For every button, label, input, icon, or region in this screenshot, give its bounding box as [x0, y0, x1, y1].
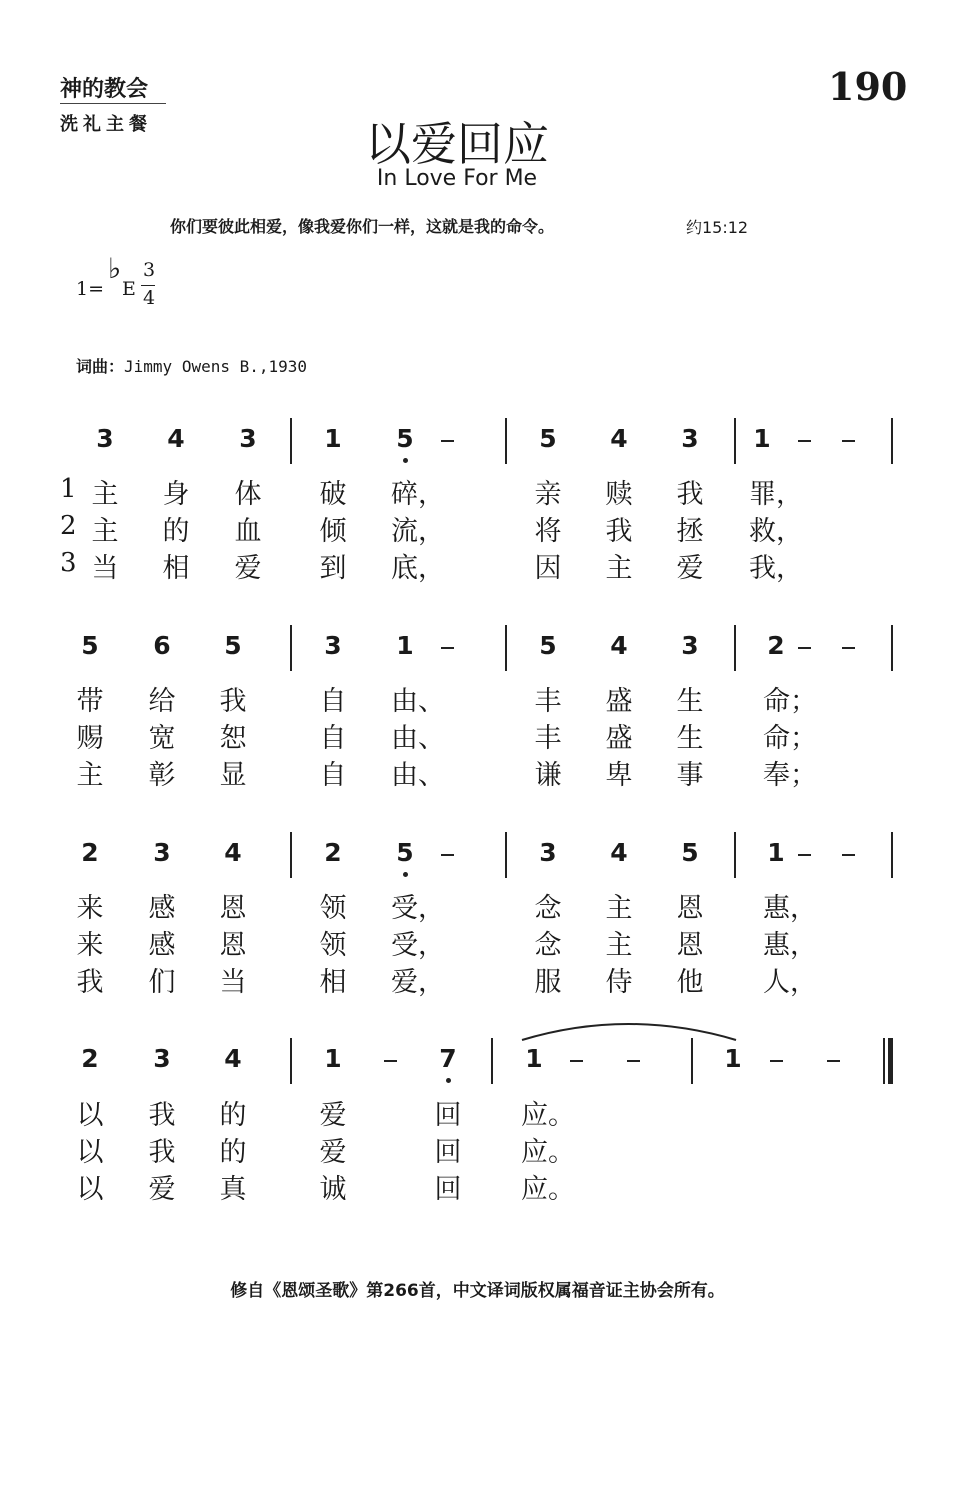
- lyric: 感: [148, 893, 176, 924]
- lyric: 主: [76, 760, 104, 791]
- note: 6: [153, 631, 171, 660]
- lyric: 以: [76, 1174, 104, 1205]
- lyric: 自: [319, 760, 347, 791]
- lyric: 来: [76, 893, 104, 924]
- lyric: 感: [148, 930, 176, 961]
- lyric: 生: [676, 723, 704, 754]
- lyric: 爱: [234, 553, 262, 584]
- note: 5: [81, 631, 99, 660]
- hymn-title-english: In Love For Me: [376, 166, 538, 191]
- final-barline-thick: [888, 1038, 893, 1084]
- note: 5: [539, 631, 557, 660]
- lyric: 的: [219, 1137, 247, 1168]
- lyric: 相: [162, 553, 190, 584]
- lyric: 真: [219, 1174, 247, 1205]
- final-barline-thin: [883, 1038, 885, 1084]
- lyric: 领: [319, 930, 347, 961]
- hymn-number: 190: [828, 64, 908, 109]
- note: 3: [96, 424, 114, 453]
- note: 3: [681, 424, 699, 453]
- scripture-verse: 你们要彼此相爱，像我爱你们一样，这就是我的命令。: [170, 217, 555, 236]
- hold-dash: [827, 1060, 840, 1062]
- barline: [491, 1038, 493, 1084]
- note: 3: [153, 838, 171, 867]
- lyric: 我: [76, 967, 104, 998]
- lyric: 显: [219, 760, 247, 791]
- lyric: 事: [676, 760, 704, 791]
- lyric: 亲: [534, 479, 562, 510]
- lyric: 赎: [605, 479, 633, 510]
- note: 5: [681, 838, 699, 867]
- lyric: 赐: [76, 723, 104, 754]
- lyric: 底，: [391, 553, 445, 584]
- hold-dash: [570, 1060, 583, 1062]
- key-label: 1=: [76, 278, 105, 300]
- lyric: 给: [148, 686, 176, 717]
- flat-sign: ♭: [108, 252, 122, 285]
- lyric: 由、: [391, 723, 445, 754]
- note: 3: [539, 838, 557, 867]
- category-label: 神的教会: [60, 77, 149, 102]
- lyric: 彰: [148, 760, 176, 791]
- lyric: 自: [319, 686, 347, 717]
- lyric: 命；: [763, 686, 817, 717]
- lyric: 念: [534, 930, 562, 961]
- lyric: 破: [319, 479, 347, 510]
- lyric: 自: [319, 723, 347, 754]
- hymn-title-chinese: 以爱回应: [365, 117, 549, 171]
- lyric: 带: [76, 686, 104, 717]
- note: 1: [324, 424, 342, 453]
- barline: [691, 1038, 693, 1084]
- lyric: 当: [219, 967, 247, 998]
- lyric: 到: [319, 553, 347, 584]
- lyric: 以: [76, 1137, 104, 1168]
- lyric: 我，: [749, 553, 803, 584]
- note: 2: [81, 1044, 99, 1073]
- note: 1: [324, 1044, 342, 1073]
- note: 1: [724, 1044, 742, 1073]
- lyric: 来: [76, 930, 104, 961]
- copyright-footer: 修自《恩颂圣歌》第266首，中文译词版权属福音证主协会所有。: [230, 1281, 725, 1301]
- time-signature-bottom: 4: [143, 287, 156, 309]
- lyric: 念: [534, 893, 562, 924]
- note: 7: [439, 1044, 457, 1073]
- lyric: 奉；: [763, 760, 817, 791]
- note: 5: [396, 424, 414, 453]
- note: 3: [324, 631, 342, 660]
- lyric: 丰: [534, 686, 562, 717]
- lyric: 的: [219, 1100, 247, 1131]
- lyric: 将: [534, 516, 562, 547]
- lyric: 爱: [319, 1100, 347, 1131]
- lyric: 体: [234, 479, 262, 510]
- credit-label: 词曲：: [76, 357, 125, 376]
- lyric: 主: [91, 479, 119, 510]
- lyric: 恩: [676, 893, 704, 924]
- lyric: 碎，: [391, 479, 445, 510]
- lyric: 恩: [676, 930, 704, 961]
- lyric: 们: [148, 967, 176, 998]
- lyric: 丰: [534, 723, 562, 754]
- note: 2: [81, 838, 99, 867]
- lyric: 主: [605, 893, 633, 924]
- lyric: 爱，: [391, 967, 445, 998]
- note: 4: [610, 424, 628, 453]
- note: 3: [239, 424, 257, 453]
- note: 5: [539, 424, 557, 453]
- lyric: 我: [148, 1100, 176, 1131]
- lower-octave-dot: [446, 1078, 451, 1083]
- lyric: 身: [162, 479, 190, 510]
- barline: [290, 1038, 292, 1084]
- note: 1: [396, 631, 414, 660]
- lyric: 宽: [148, 723, 176, 754]
- lyric: 生: [676, 686, 704, 717]
- lyric: 命；: [763, 723, 817, 754]
- lyric: 的: [162, 516, 190, 547]
- hold-dash: [384, 1060, 397, 1062]
- note: 4: [610, 838, 628, 867]
- lyric: 回: [434, 1137, 462, 1168]
- lyric: 谦: [534, 760, 562, 791]
- note: 4: [167, 424, 185, 453]
- lyric: 应。: [521, 1174, 575, 1205]
- note: 5: [396, 838, 414, 867]
- lyric: 人，: [763, 967, 817, 998]
- verse-number: 1: [60, 474, 77, 504]
- note: 3: [681, 631, 699, 660]
- lyric: 我: [676, 479, 704, 510]
- lyric: 罪，: [749, 479, 803, 510]
- lyric: 相: [319, 967, 347, 998]
- lyric: 诚: [319, 1174, 347, 1205]
- lyric: 爱: [148, 1174, 176, 1205]
- lyric: 盛: [605, 723, 633, 754]
- note: 4: [610, 631, 628, 660]
- lyric: 受，: [391, 930, 445, 961]
- note: 5: [224, 631, 242, 660]
- lyric: 盛: [605, 686, 633, 717]
- lyric: 爱: [319, 1137, 347, 1168]
- lyric: 我: [148, 1137, 176, 1168]
- lyric: 由、: [391, 760, 445, 791]
- lyric: 拯: [676, 516, 704, 547]
- lyric: 受，: [391, 893, 445, 924]
- hold-dash: [770, 1060, 783, 1062]
- hold-dash: [627, 1060, 640, 1062]
- note: 1: [753, 424, 771, 453]
- subcategory-label: 洗礼主餐: [60, 114, 152, 135]
- lyric: 领: [319, 893, 347, 924]
- lyric: 惠，: [763, 930, 817, 961]
- lyric: 主: [91, 516, 119, 547]
- lyric: 恩: [219, 930, 247, 961]
- lyric: 主: [605, 930, 633, 961]
- note: 3: [153, 1044, 171, 1073]
- lyric: 应。: [521, 1137, 575, 1168]
- composer-name: Jimmy Owens B.,1930: [124, 357, 308, 376]
- note: 2: [767, 631, 785, 660]
- lyric: 由、: [391, 686, 445, 717]
- lyric: 卑: [605, 760, 633, 791]
- lyric: 侍: [605, 967, 633, 998]
- verse-number: 3: [60, 548, 77, 578]
- scripture-reference: 约15:12: [686, 218, 749, 237]
- note: 2: [324, 838, 342, 867]
- lyric: 救，: [749, 516, 803, 547]
- verse-number: 2: [60, 511, 77, 541]
- note: 1: [767, 838, 785, 867]
- lyric: 恩: [219, 893, 247, 924]
- lyric: 爱: [676, 553, 704, 584]
- lyric: 他: [676, 967, 704, 998]
- lyric: 流，: [391, 516, 445, 547]
- lyric: 应。: [521, 1100, 575, 1131]
- lyric: 血: [234, 516, 262, 547]
- lyric: 因: [534, 553, 562, 584]
- lyric: 以: [76, 1100, 104, 1131]
- lyric: 服: [534, 967, 562, 998]
- lyric: 惠，: [763, 893, 817, 924]
- time-signature-top: 3: [143, 259, 156, 281]
- lyric: 主: [605, 553, 633, 584]
- lyric: 回: [434, 1174, 462, 1205]
- lyric: 我: [605, 516, 633, 547]
- note: 4: [224, 1044, 242, 1073]
- note: 4: [224, 838, 242, 867]
- key-letter: E: [122, 278, 136, 300]
- lyric: 恕: [219, 723, 247, 754]
- note: 1: [525, 1044, 543, 1073]
- lyric: 当: [91, 553, 119, 584]
- lyric: 倾: [319, 516, 347, 547]
- lyric: 回: [434, 1100, 462, 1131]
- lyric: 我: [219, 686, 247, 717]
